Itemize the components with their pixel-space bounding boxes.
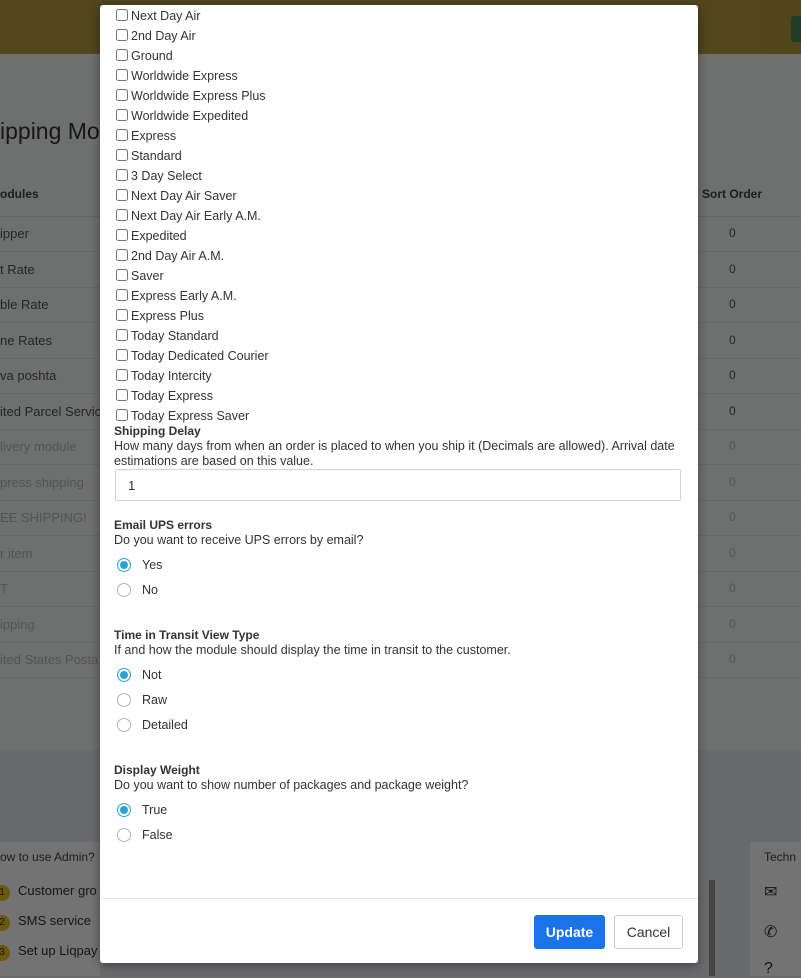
service-option[interactable]: [114, 26, 269, 46]
transit-view-description: If and how the module should display the time in transit to the customer.: [114, 643, 511, 657]
service-option[interactable]: [114, 46, 269, 66]
service-label: Today Express: [131, 389, 213, 403]
service-label: 3 Day Select: [131, 169, 202, 183]
service-checkbox[interactable]: [116, 349, 128, 361]
service-option[interactable]: [114, 306, 269, 326]
radio-button[interactable]: [117, 803, 131, 817]
service-label: Express Plus: [131, 309, 204, 323]
radio-button[interactable]: [117, 558, 131, 572]
service-option[interactable]: [114, 346, 269, 366]
radio-button[interactable]: [117, 718, 131, 732]
shipping-delay-title: Shipping Delay: [114, 424, 201, 438]
service-label: Worldwide Expedited: [131, 109, 249, 123]
service-checkbox[interactable]: [116, 89, 128, 101]
service-option[interactable]: [114, 186, 269, 206]
service-checkbox[interactable]: [116, 369, 128, 381]
service-label: Today Express Saver: [131, 409, 250, 423]
service-option[interactable]: [114, 286, 269, 306]
service-option[interactable]: [114, 226, 269, 246]
radio-button[interactable]: [117, 668, 131, 682]
service-label: Express Early A.M.: [131, 289, 237, 303]
service-label: 2nd Day Air A.M.: [131, 249, 225, 263]
service-label: Next Day Air Early A.M.: [131, 209, 261, 223]
service-option[interactable]: [114, 6, 269, 26]
service-option[interactable]: [114, 66, 269, 86]
transit-view-title: Time in Transit View Type: [114, 628, 260, 642]
service-option[interactable]: [114, 206, 269, 226]
display-weight-true[interactable]: True: [117, 800, 167, 820]
service-checkbox[interactable]: [116, 289, 128, 301]
service-label: Next Day Air Saver: [131, 189, 237, 203]
email-errors-yes[interactable]: Yes: [117, 555, 162, 575]
service-label: Expedited: [131, 229, 187, 243]
update-button[interactable]: Update: [534, 915, 605, 949]
service-checkbox[interactable]: [116, 69, 128, 81]
service-checkbox[interactable]: [116, 269, 128, 281]
service-label: Worldwide Express Plus: [131, 89, 266, 103]
service-checkbox[interactable]: [116, 309, 128, 321]
display-weight-false[interactable]: False: [117, 825, 173, 845]
shipping-services-list: [114, 6, 269, 426]
transit-view-raw[interactable]: Raw: [117, 690, 167, 710]
service-option[interactable]: [114, 126, 269, 146]
display-weight-title: Display Weight: [114, 763, 200, 777]
email-errors-title: Email UPS errors: [114, 518, 213, 532]
service-label: Ground: [131, 49, 173, 63]
service-label: Saver: [131, 269, 164, 283]
shipping-delay-input[interactable]: [115, 469, 681, 501]
radio-button[interactable]: [117, 828, 131, 842]
service-label: Today Dedicated Courier: [131, 349, 269, 363]
service-option[interactable]: [114, 326, 269, 346]
shipping-delay-description: How many days from when an order is placed to when you ship it (Decimals are allowed). Arrival date estimations are based on this value.: [114, 439, 675, 468]
service-checkbox[interactable]: [116, 169, 128, 181]
service-option[interactable]: [114, 266, 269, 286]
modal-footer: [100, 898, 698, 963]
display-weight-description: Do you want to show number of packages and package weight?: [114, 778, 469, 792]
service-option[interactable]: [114, 146, 269, 166]
modal-body: [100, 5, 698, 898]
ups-settings-modal: [100, 5, 698, 963]
radio-button[interactable]: [117, 693, 131, 707]
service-option[interactable]: [114, 406, 269, 426]
transit-view-detailed[interactable]: Detailed: [117, 715, 188, 735]
service-label: Today Standard: [131, 329, 219, 343]
email-errors-description: Do you want to receive UPS errors by email?: [114, 533, 364, 547]
service-checkbox[interactable]: [116, 109, 128, 121]
email-errors-no[interactable]: No: [117, 580, 158, 600]
service-option[interactable]: [114, 366, 269, 386]
service-checkbox[interactable]: [116, 29, 128, 41]
service-label: Worldwide Express: [131, 69, 238, 83]
service-option[interactable]: [114, 386, 269, 406]
service-checkbox[interactable]: [116, 409, 128, 421]
service-checkbox[interactable]: [116, 229, 128, 241]
transit-view-not[interactable]: Not: [117, 665, 161, 685]
service-checkbox[interactable]: [116, 249, 128, 261]
service-checkbox[interactable]: [116, 189, 128, 201]
service-option[interactable]: [114, 246, 269, 266]
cancel-button[interactable]: Cancel: [614, 915, 683, 949]
service-checkbox[interactable]: [116, 209, 128, 221]
service-label: Next Day Air: [131, 9, 201, 23]
service-option[interactable]: [114, 166, 269, 186]
service-label: 2nd Day Air: [131, 29, 196, 43]
service-checkbox[interactable]: [116, 389, 128, 401]
service-label: Express: [131, 129, 177, 143]
service-checkbox[interactable]: [116, 329, 128, 341]
service-checkbox[interactable]: [116, 9, 128, 21]
radio-button[interactable]: [117, 583, 131, 597]
service-label: Standard: [131, 149, 182, 163]
service-checkbox[interactable]: [116, 149, 128, 161]
service-option[interactable]: [114, 86, 269, 106]
service-checkbox[interactable]: [116, 129, 128, 141]
service-label: Today Intercity: [131, 369, 212, 383]
service-option[interactable]: [114, 106, 269, 126]
service-checkbox[interactable]: [116, 49, 128, 61]
